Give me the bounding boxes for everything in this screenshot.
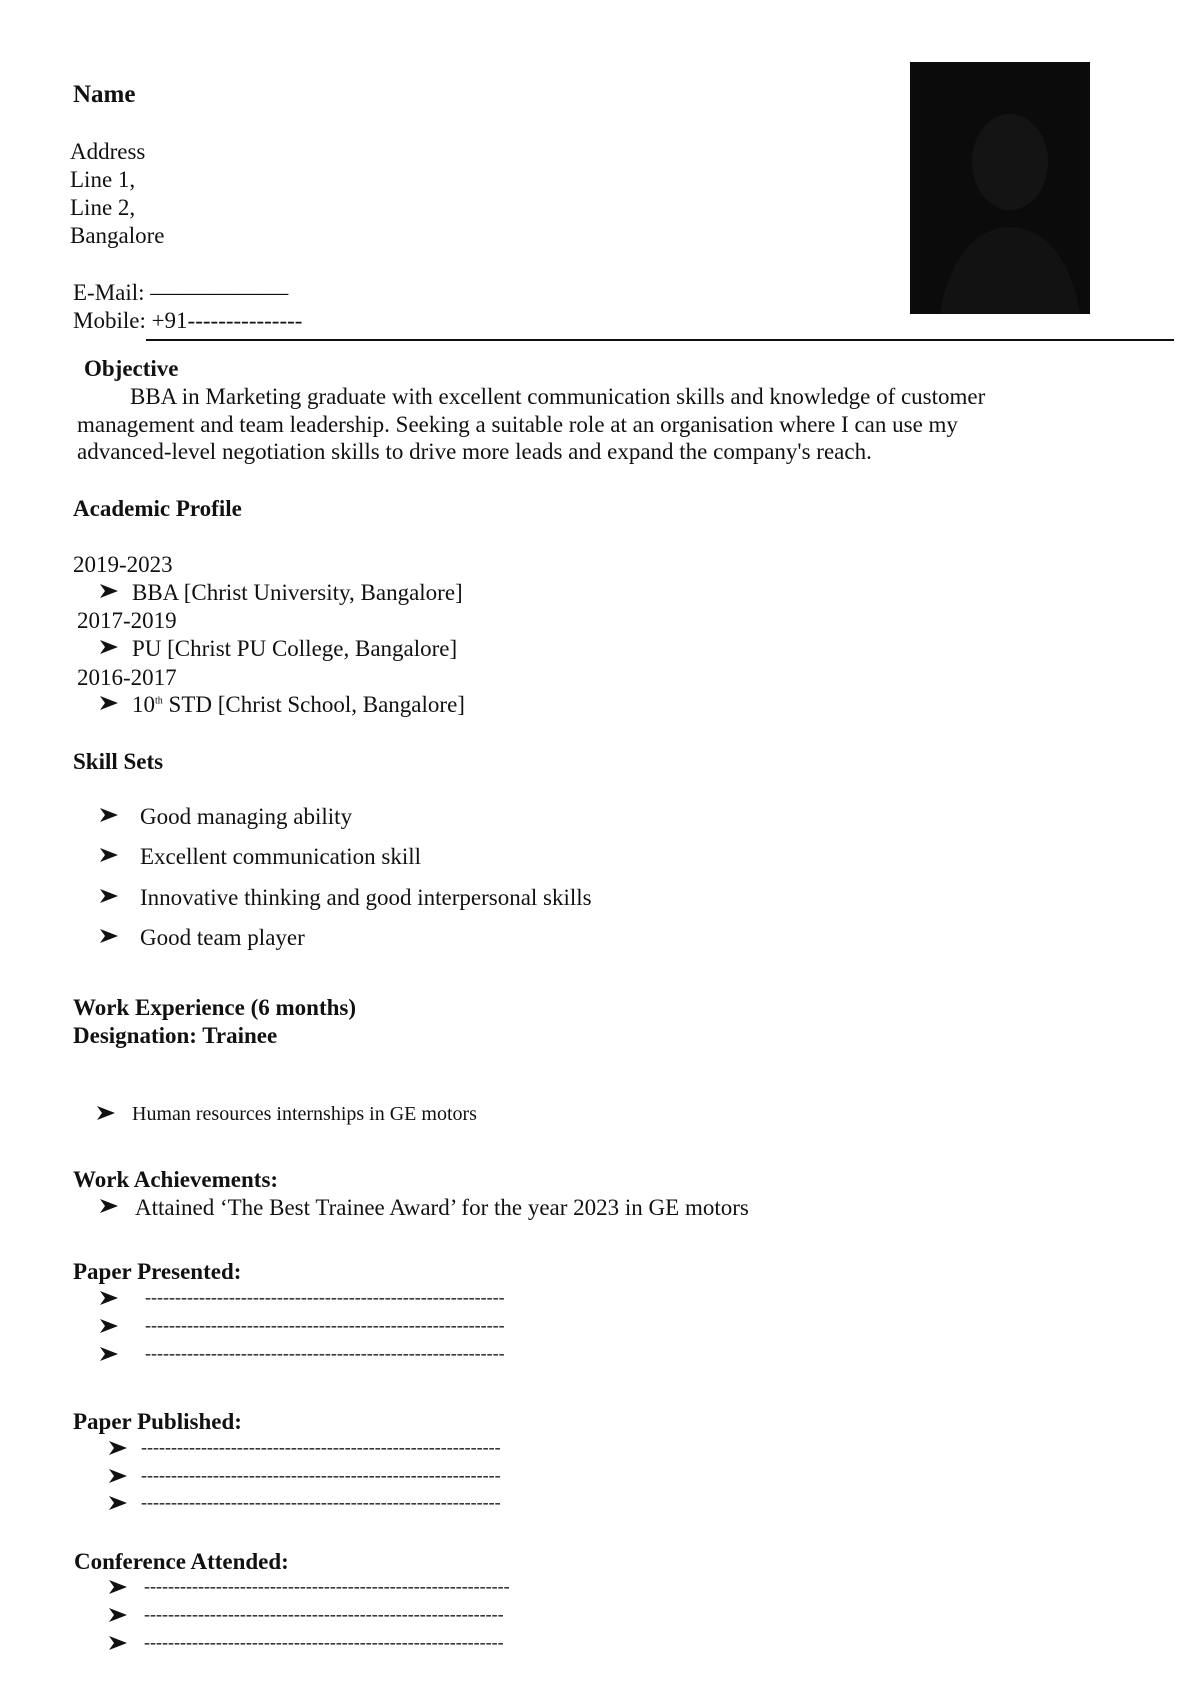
achievements-heading: Work Achievements: [73,1167,279,1192]
conference-item: ------------------------------------------------------------- [144,1576,510,1596]
address-line: Address [70,139,146,164]
papers-presented-item: ------------------------------------------------------------ [145,1315,505,1335]
conferences-heading: Conference Attended: [74,1549,289,1574]
arrowhead-bullet-icon [99,1290,119,1306]
academic-years: 2016-2017 [77,665,177,690]
address-line: Bangalore [70,223,165,248]
skill-item: Innovative thinking and good interpersonal skills [140,885,592,910]
academic-years: 2019-2023 [73,552,173,577]
objective-heading: Objective [84,356,179,381]
arrowhead-bullet-icon [99,695,119,711]
arrowhead-bullet-icon [99,583,119,599]
degree-ordinal: th [155,695,163,707]
arrowhead-bullet-icon [99,807,119,823]
arrowhead-bullet-icon [108,1607,128,1623]
degree-text: STD [Christ School, Bangalore] [162,692,465,717]
achievement-item: Attained ‘The Best Trainee Award’ for the year 2023 in GE motors [135,1195,749,1220]
arrowhead-bullet-icon [99,888,119,904]
address-line: Line 2, [70,195,136,220]
arrowhead-bullet-icon [99,639,119,655]
skill-item: Excellent communication skill [140,844,422,869]
papers-published-heading: Paper Published: [73,1409,242,1434]
arrowhead-bullet-icon [108,1495,128,1511]
papers-published-item: ------------------------------------------------------------ [141,1437,501,1457]
work-heading: Work Experience (6 months) [73,995,357,1020]
papers-published-item: ------------------------------------------------------------ [141,1465,501,1485]
arrowhead-bullet-icon [99,1318,119,1334]
academic-degree [132,693,465,716]
header-divider [146,339,1174,341]
designation-line: Designation: Trainee [73,1023,278,1048]
academic-heading: Academic Profile [73,496,242,521]
arrowhead-bullet-icon [108,1440,128,1456]
skill-item: Good team player [140,925,305,950]
mobile-line: Mobile: +91--------------- [73,308,303,333]
arrowhead-bullet-icon [96,1105,116,1121]
email-line: E-Mail: –––––––––––– [73,280,289,305]
objective-line: management and team leadership. Seeking a suitable role at an organisation where I can use my [77,412,958,437]
conference-item: ------------------------------------------------------------ [144,1632,504,1652]
skills-heading: Skill Sets [73,749,164,774]
arrowhead-bullet-icon [99,1346,119,1362]
papers-presented-item: ------------------------------------------------------------ [145,1287,505,1307]
candidate-name: Name [73,81,136,108]
papers-presented-heading: Paper Presented: [73,1259,242,1284]
academic-degree: PU [Christ PU College, Bangalore] [132,636,458,661]
address-line: Line 1, [70,167,136,192]
arrowhead-bullet-icon [108,1468,128,1484]
arrowhead-bullet-icon [99,928,119,944]
objective-line: BBA in Marketing graduate with excellent communication skills and knowledge of customer [130,384,986,409]
skill-item: Good managing ability [140,804,353,829]
objective-line: advanced-level negotiation skills to drive more leads and expand the company's reach. [77,439,872,464]
arrowhead-bullet-icon [99,1198,119,1214]
academic-years: 2017-2019 [77,608,177,633]
papers-published-item: ------------------------------------------------------------ [141,1492,501,1512]
academic-degree: BBA [Christ University, Bangalore] [132,580,463,605]
profile-photo [910,62,1090,314]
degree-number: 10 [132,692,155,717]
work-item: Human resources internships in GE motors [132,1103,477,1125]
papers-presented-item: ------------------------------------------------------------ [145,1343,505,1363]
arrowhead-bullet-icon [108,1635,128,1651]
arrowhead-bullet-icon [99,847,119,863]
conference-item: ------------------------------------------------------------ [144,1604,504,1624]
arrowhead-bullet-icon [108,1579,128,1595]
